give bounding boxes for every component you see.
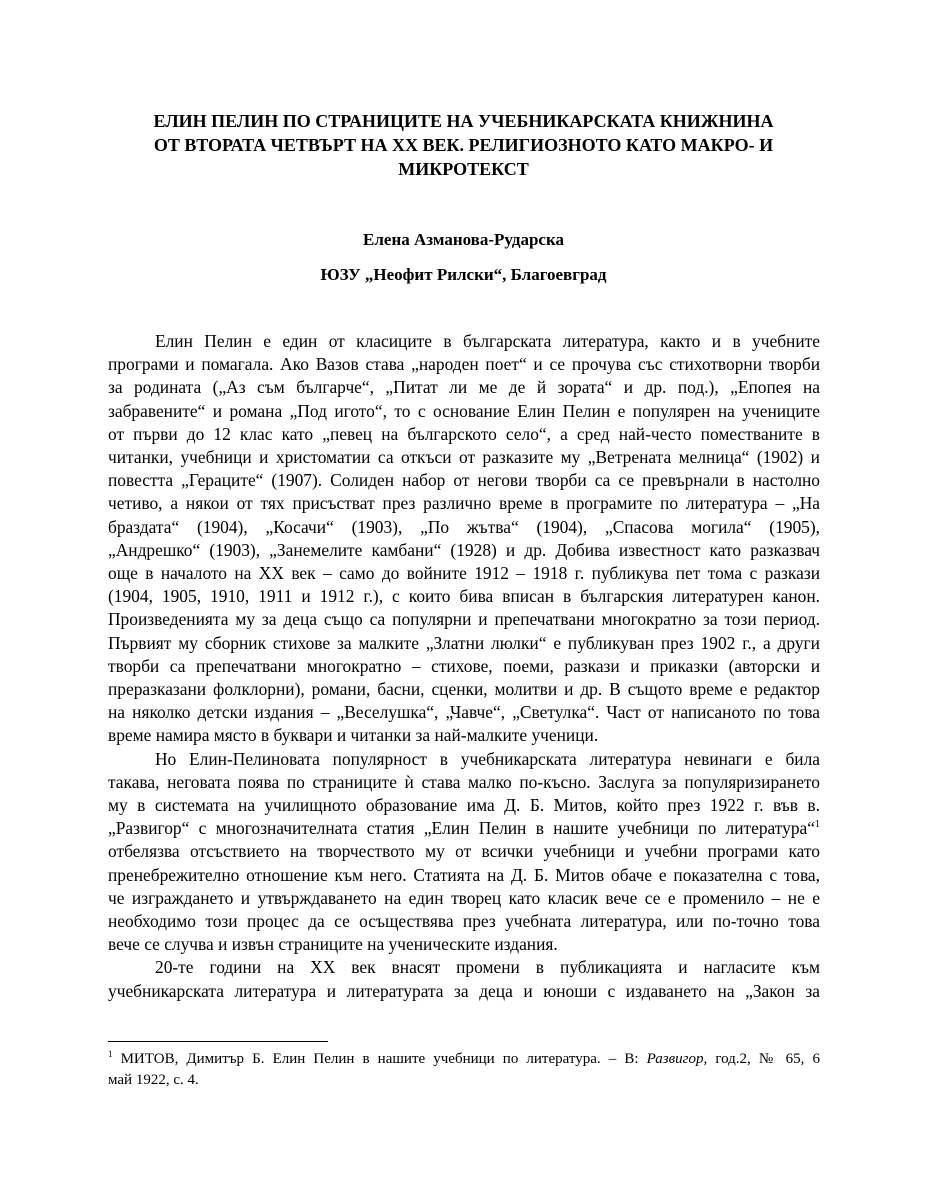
text-line: време намира място в буквари и читанки за най-малките ученици.: [108, 725, 599, 746]
text-line: Първият му сборник стихове за малките „Златни люлки“ е публикуван през 1902 г., а други: [108, 632, 820, 653]
text-line: програми и помагала. Ако Вазов става „народен поет“ и се прочува със стихотворни творби: [108, 354, 820, 375]
text-line: още в началото на XX век – само до войните 1912 – 1918 г. публикува пет тома с разкази: [108, 563, 820, 584]
footnote-marker: 1: [108, 1049, 113, 1059]
text-line: читанки, учебници и христоматии са откъси от разказите му „Ветрената мелница“ (1902) и: [108, 447, 820, 468]
text-line: [108, 817, 820, 840]
text-line: такава, неговата поява по страниците ѝ става малко по-късно. Заслуга за популяризирането: [108, 771, 820, 792]
text-line: на няколко детски издания – „Веселушка“, „Чавче“, „Светулка“. Част от написаното по това: [108, 702, 820, 723]
text-line: вече се случва и извън страниците на ученическите издания.: [108, 934, 558, 955]
text-line: от първи до 12 клас като „певец на българското село“, а сред най-често помествaните в: [108, 423, 820, 444]
text-line: (1904, 1905, 1910, 1911 и 1912 г.), с които бива вписан в българския литературен канон.: [108, 586, 820, 607]
text-line: повестта „Гераците“ (1907). Солиден набор от негови творби са се превърнали в настолно: [108, 470, 820, 491]
text-line: забравените“ и романа „Под игото“, то с основание Елин Пелин е популярен на учениците: [108, 400, 820, 421]
text-line: пренебрежително отношение към него. Статията на Д. Б. Митов обаче е показателна с това,: [108, 864, 820, 885]
title-line: ОТ ВТОРАТА ЧЕТВЪРТ НА XX ВЕК. РЕЛИГИОЗНОТО КАТО МАКРО- И: [153, 135, 774, 155]
text-line: браздата“ (1904), „Косачи“ (1903), „По жътва“ (1904), „Спасова могила“ (1905),: [108, 516, 820, 537]
text-line: четиво, а някои от тях присъстват през различно време в програмите по литература – „На: [108, 493, 820, 514]
footnote: [108, 1049, 820, 1091]
author-affiliation: ЮЗУ „Неофит Рилски“, Благоевград: [320, 265, 607, 284]
text-line-content: „Развигор“ с многозначителната статия „Елин Пелин в нашите учебници по литература“: [108, 818, 815, 839]
author-name: Елена Азманова-Рударска: [363, 230, 564, 249]
text-line: Произведенията му за деца също са популярни и препечатвани многократно за този период.: [108, 609, 820, 630]
footnote-line: май 1922, с. 4.: [108, 1072, 199, 1088]
footnote-text: МИТОВ, Димитър Б. Елин Пелин в нашите учебници по литература. – В:: [112, 1051, 647, 1067]
text-line: за родината („Аз съм българче“, „Питат ли ме де й зората“ и др. под.), „Епопея на: [108, 377, 820, 398]
text-line: Елин Пелин е един от класиците в българската литература, както и в учебните: [155, 331, 820, 351]
footnote-text: , год.2, № 65, 6: [703, 1051, 820, 1067]
text-line: му в системата на училищното образование има Д. Б. Митов, който през 1922 г. във в.: [108, 795, 820, 816]
text-line: „Андрешко“ (1903), „Занемелите камбани“ (1928) и др. Добива известност като разказвач: [108, 539, 820, 560]
body-text: [108, 330, 820, 1003]
footnote-reference[interactable]: 1: [815, 819, 820, 831]
title-line: ЕЛИН ПЕЛИН ПО СТРАНИЦИТЕ НА УЧЕБНИКАРСКАТА КНИЖНИНА: [153, 111, 774, 131]
text-line: творби са препечатвани многократно – стихове, поеми, разкази и приказки (авторски и: [108, 655, 820, 676]
text-line: че изграждането и утвърждаването на един творец като класик вече се е променило – не е: [108, 887, 820, 908]
text-line: 20-те години на XX век внасят промени в публикацията и нагласите към: [155, 957, 820, 978]
footnote-line: [108, 1049, 820, 1070]
title-line: МИКРОТЕКСТ: [398, 159, 529, 179]
text-line: отбелязва отсъствието на творчеството му от всички учебници и учебни програми като: [108, 841, 820, 862]
footnote-source: Развигор: [646, 1051, 704, 1067]
text-line: учебникарската литература и литературата за деца и юноши с издаването на „Закон за: [108, 980, 820, 1001]
text-line: Но Елин-Пелиновата популярност в учебникарската литература невинаги е била: [155, 748, 820, 769]
footnote-separator: [108, 1041, 328, 1042]
text-line: необходимо този процес да се осъществява през учебната литература, или по-точно това: [108, 911, 820, 932]
paper-title: [110, 109, 817, 181]
text-line: преразказани фолклорни), романи, басни, сценки, молитви и др. В същото време е редактор: [108, 679, 820, 700]
